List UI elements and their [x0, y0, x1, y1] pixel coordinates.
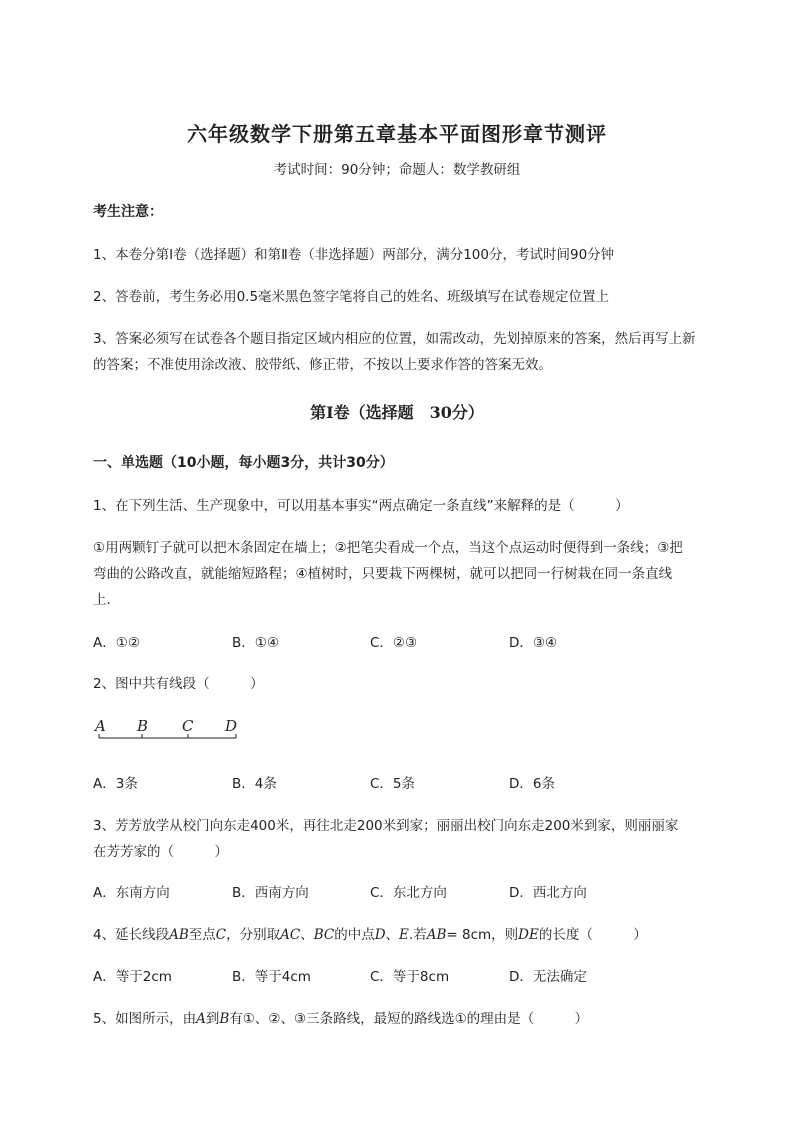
math-ab: AB — [426, 927, 447, 943]
part-title: 一、单选题（10小题，每小题3分，共计30分） — [93, 455, 394, 471]
stem-text: 、 — [385, 927, 400, 943]
question-3-option-d: D．西北方向 — [509, 885, 587, 901]
point-label-d: D — [225, 717, 238, 735]
math-c: C — [215, 927, 227, 943]
stem-text: 至点 — [188, 927, 216, 943]
math-ac: AC — [280, 927, 301, 943]
math-b: B — [219, 1011, 230, 1027]
notice-item-1: 1、本卷分第Ⅰ卷（选择题）和第Ⅱ卷（非选择题）两部分，满分100分，考试时间90分钟 — [93, 247, 615, 263]
notice-item-3-cont: 的答案；不准使用涂改液、胶带纸、修正带，不按以上要求作答的答案无效。 — [93, 357, 552, 373]
question-3-option-c: C．东北方向 — [370, 885, 447, 901]
question-3-option-b: B．西南方向 — [232, 885, 309, 901]
stem-text: 5、如图所示，由 — [93, 1011, 197, 1027]
notice-item-2: 2、答卷前，考生务必用0.5毫米黑色签字笔将自己的姓名、班级填写在试卷规定位置上 — [93, 289, 610, 305]
math-d: D — [374, 927, 386, 943]
document-title: 六年级数学下册第五章基本平面图形章节测评 — [187, 122, 607, 146]
question-5-stem — [93, 1007, 588, 1027]
stem-text: 有①、②、③三条路线，最短的路线选①的理由是（ ） — [229, 1011, 589, 1027]
exam-info: 考试时间：90分钟；命题人：数学教研组 — [273, 162, 521, 178]
question-1-option-b: B．①④ — [232, 635, 279, 651]
question-2-option-c: C．5条 — [370, 776, 416, 792]
question-4-stem — [93, 923, 647, 943]
question-2-option-a: A．3条 — [93, 776, 138, 792]
stem-text: 的中点 — [334, 927, 375, 943]
question-4-option-a: A．等于2cm — [93, 969, 172, 985]
question-1-body-line-2: 弯曲的公路改直，就能缩短路程；④植树时，只要栽下两棵树，就可以把同一行树栽在同一条直线 — [93, 566, 673, 582]
question-2-option-d: D．6条 — [509, 776, 555, 792]
question-3-stem-line-2: 在芳芳家的（ ） — [93, 844, 228, 860]
stem-text: 4、延长线段 — [93, 927, 170, 943]
question-1-option-d: D．③④ — [509, 635, 558, 651]
math-de: DE — [518, 927, 539, 943]
section-title: 第Ⅰ卷（选择题 30分） — [310, 403, 484, 422]
stem-text: 的长度（ ） — [538, 927, 647, 943]
question-4-option-d: D．无法确定 — [509, 969, 587, 985]
question-4-option-b: B．等于4cm — [232, 969, 311, 985]
stem-text: = 8cm，则 — [446, 927, 519, 943]
point-label-a: A — [95, 717, 106, 735]
notice-heading: 考生注意： — [93, 204, 163, 220]
question-3-stem-line-1: 3、芳芳放学从校门向东走400米，再往北走200米到家；丽丽出校门向东走200米到家，则丽丽家 — [93, 818, 679, 834]
question-1-stem: 1、在下列生活、生产现象中，可以用基本事实“两点确定一条直线”来解释的是（ ） — [93, 498, 629, 514]
stem-text: .若 — [408, 927, 427, 943]
math-bc: BC — [313, 927, 335, 943]
question-1-body-line-3: 上． — [93, 592, 120, 608]
question-2-option-b: B．4条 — [232, 776, 277, 792]
point-label-c: C — [182, 717, 194, 735]
question-1-body-line-1: ①用两颗钉子就可以把木条固定在墙上；②把笔尖看成一个点，当这个点运动时便得到一条线；③把 — [93, 540, 683, 556]
stem-text: ，分别取 — [226, 927, 281, 943]
question-4-option-c: C．等于8cm — [370, 969, 450, 985]
math-e: E — [399, 927, 409, 943]
line-segment-figure — [93, 716, 253, 746]
notice-item-3: 3、答案必须写在试卷各个题目指定区域内相应的位置，如需改动，先划掉原来的答案，然后再写上新 — [93, 331, 696, 347]
question-1-option-c: C．②③ — [370, 635, 418, 651]
question-1-option-a: A．①② — [93, 635, 140, 651]
question-2-stem: 2、图中共有线段（ ） — [93, 676, 264, 692]
question-3-option-a: A．东南方向 — [93, 885, 170, 901]
stem-text: 到 — [205, 1011, 220, 1027]
math-ab: AB — [169, 927, 189, 943]
point-label-b: B — [137, 717, 149, 735]
stem-text: 、 — [300, 927, 314, 943]
math-a: A — [196, 1011, 206, 1027]
